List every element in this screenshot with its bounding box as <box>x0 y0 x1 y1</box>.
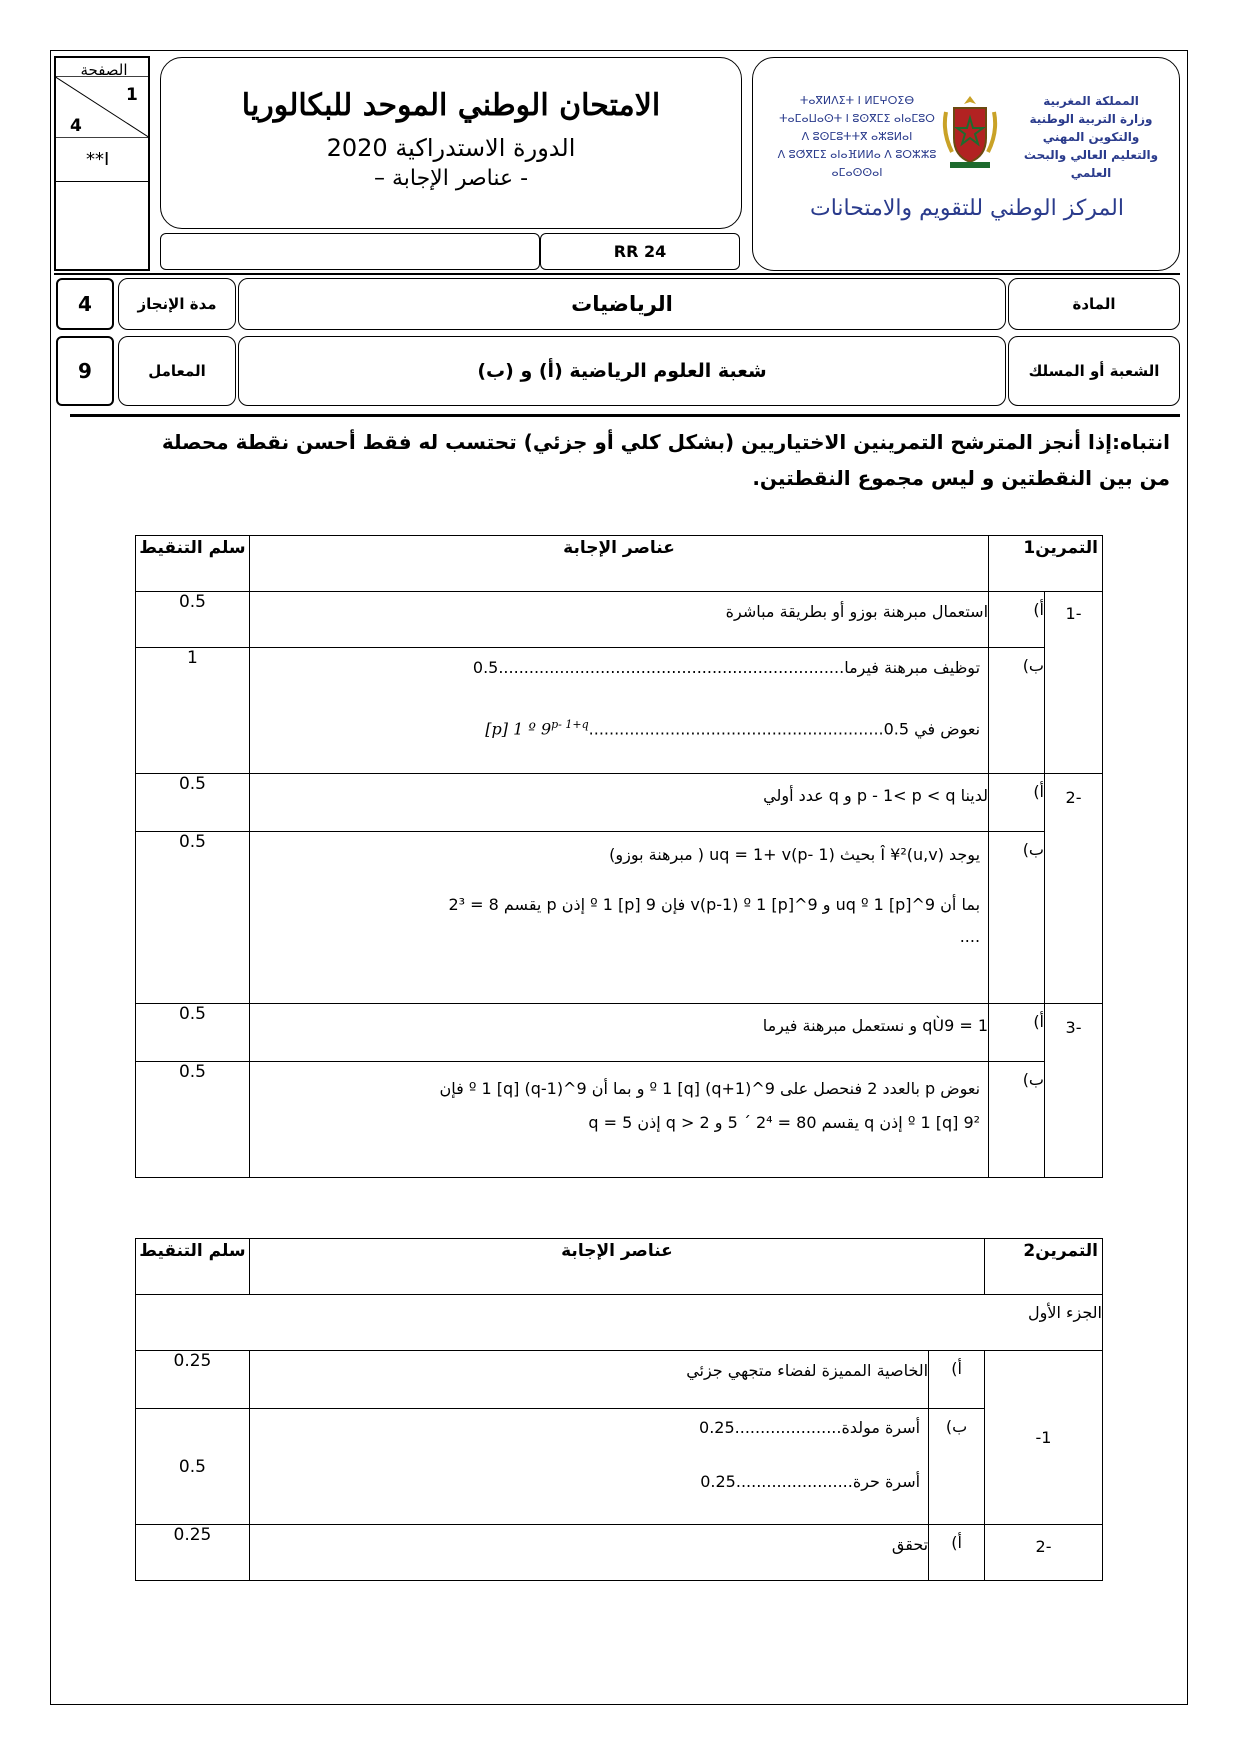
ministry-line-4: والتعليم العالي والبحث العلمي <box>1023 148 1159 180</box>
info-rule-bottom <box>70 414 1180 417</box>
ex2-q1b-line1: أسرة مولدة.....................0.25 <box>699 1418 921 1437</box>
page-box-divider <box>54 181 150 182</box>
subject-label: المادة <box>1072 295 1116 313</box>
q2b-cell <box>249 832 988 1004</box>
coef-value-box <box>56 336 114 406</box>
notice <box>140 424 1170 496</box>
q2b-letter: ب) <box>989 832 1045 1004</box>
q2a-points: 0.5 <box>136 774 250 832</box>
stream-box <box>238 336 1006 406</box>
coef-label: المعامل <box>148 362 206 380</box>
ex2-q1b-letter: ب) <box>929 1409 985 1525</box>
table-row <box>136 1525 1103 1581</box>
col-elements-header: عناصر الإجابة <box>249 536 988 592</box>
q3a-letter: أ) <box>989 1004 1045 1062</box>
subtitle: - عناصر الإجابة – <box>373 166 529 191</box>
col-scale-header: سلم التنقيط <box>136 536 250 592</box>
ex2-q2a-points: 0.25 <box>136 1525 250 1581</box>
subject-label-box <box>1008 278 1180 330</box>
tifinagh-line-4: ⴷ ⵓⵚⴳⵎⵉ ⴰⵏⴰⴼⵍⵍⴰ ⴷ ⵓⵔⵣⵣⵓ ⴰⵎⴰⵙⵙⴰⵏ <box>777 148 937 179</box>
stream: شعبة العلوم الرياضية (أ) و (ب) <box>477 360 767 382</box>
blank-field <box>160 233 540 270</box>
ex2-q1a-text: الخاصية المميزة لفضاء متجهي جزئي <box>249 1351 928 1409</box>
duration-label-box <box>118 278 236 330</box>
table-row <box>136 1004 1103 1062</box>
q1a-letter: أ) <box>989 592 1045 648</box>
subject: الرياضيات <box>571 292 673 316</box>
ex2-q1b-points: 0.5 <box>178 1456 206 1477</box>
exam-code: RR 24 <box>613 242 667 261</box>
stream-label-box <box>1008 336 1180 406</box>
center-name: المركز الوطني للتقويم والامتحانات <box>810 196 1124 221</box>
table-row <box>136 1239 1103 1295</box>
ex2-q1-number-cell <box>985 1351 1103 1525</box>
code-mark: **I <box>86 149 110 170</box>
q2b-line1: يوجد (u,v)Î ¥² بحيث uq = 1+ v(p- 1) ( مبرهنة بوزو) <box>609 845 981 864</box>
q1a-text: استعمال مبرهنة بوزو أو بطريقة مباشرة <box>249 592 988 648</box>
q3b-cell <box>249 1062 988 1178</box>
table-row <box>136 1062 1103 1178</box>
duration-value: 4 <box>78 292 92 316</box>
q1b-line2-text: نعوض في <box>914 719 981 739</box>
ministry-line-2: وزارة التربية الوطنية <box>1029 112 1153 126</box>
coef-label-box <box>118 336 236 406</box>
table-row <box>136 536 1103 592</box>
duration-value-box <box>56 278 114 330</box>
q2b-points: 0.5 <box>136 832 250 1004</box>
col-exercise-header: التمرين1 <box>989 536 1103 592</box>
q3b-line1: نعوض p بالعدد 2 فنحصل على 9^(q+1) º 1 [q] و بما أن 9^(q-1) º 1 [q] فإن <box>439 1079 981 1098</box>
q3-number: -3 <box>1045 1004 1103 1178</box>
duration-label: مدة الإنجاز <box>137 295 217 313</box>
q1b-line2-math: [p] 1 º 9 <box>485 719 552 739</box>
table-row <box>136 648 1103 774</box>
ex2-q1a-points: 0.25 <box>136 1351 250 1409</box>
table-row <box>136 1409 1103 1525</box>
ex2-q1b-points-cell <box>136 1409 250 1525</box>
q1b-line2-exponent: p- 1+q <box>551 718 589 731</box>
q2-number: -2 <box>1045 774 1103 1004</box>
exam-title: الامتحان الوطني الموحد للبكالوريا <box>241 88 661 123</box>
q2a-letter: أ) <box>989 774 1045 832</box>
q3b-line2: 9² º 1 [q] إذن q يقسم 80 = 2⁴ ´ 5 و q > 2 إذن q = 5 <box>588 1113 981 1132</box>
ex2-q2-number: -2 <box>985 1525 1103 1581</box>
part-1-label: الجزء الأول <box>136 1295 1103 1351</box>
q1b-cell <box>249 648 988 774</box>
table-row <box>136 832 1103 1004</box>
tifinagh-line-2: ⵜⴰⵎⴰⵡⴰⵙⵜ ⵏ ⵓⵙⴳⵎⵉ ⴰⵏⴰⵎⵓⵔ <box>779 112 935 125</box>
col-exercise-header: التمرين2 <box>985 1239 1103 1295</box>
tifinagh-line-1: ⵜⴰⴳⵍⴷⵉⵜ ⵏ ⵍⵎⵖⵔⵉⴱ <box>799 94 915 107</box>
col-elements-header: عناصر الإجابة <box>249 1239 984 1295</box>
ex2-q2a-letter: أ) <box>929 1525 985 1581</box>
q1-number: -1 <box>1045 592 1103 774</box>
table-row <box>136 592 1103 648</box>
info-rule-top <box>54 273 1180 275</box>
page-current: 1 <box>126 85 138 105</box>
q1b-line2: نعوض في [p] 1 º $9^{p- 1+q}..........................................................0.5$ <box>485 718 981 739</box>
stream-label: الشعبة أو المسلك <box>1028 362 1160 380</box>
exam-code-box <box>540 233 740 270</box>
coat-of-arms-icon <box>940 92 1000 172</box>
q2b-line3: .... <box>959 927 981 946</box>
q2b-line2: بما أن 9^uq º 1 [p] و 9^v(p-1) º 1 [p] فإن 9 º 1 [p] إذن p يقسم 8 = 2³ <box>448 895 981 914</box>
q3a-points: 0.5 <box>136 1004 250 1062</box>
notice-line-2: من بين النقطتين و ليس مجموع النقطتين. <box>752 466 1170 490</box>
q3b-letter: ب) <box>989 1062 1045 1178</box>
notice-line-1: انتباه:إذا أنجز المترشح التمرينين الاختياريين (بشكل كلي أو جزئي) تحتسب له فقط أحسن نقطة محصلة <box>161 430 1170 454</box>
page-total: 4 <box>70 116 82 136</box>
subject-box <box>238 278 1006 330</box>
page-label: الصفحة <box>80 61 128 79</box>
q3b-points: 0.5 <box>136 1062 250 1178</box>
table-row <box>136 1295 1103 1351</box>
exercise-2-table <box>135 1238 1103 1581</box>
table-row <box>136 1351 1103 1409</box>
q1b-points: 1 <box>136 648 250 774</box>
coef-value: 9 <box>78 359 92 383</box>
q1b-letter: ب) <box>989 648 1045 774</box>
col-scale-header: سلم التنقيط <box>136 1239 250 1295</box>
ex2-q1b-cell <box>249 1409 928 1525</box>
q1b-line1-text: توظيف مبرهنة فيرما <box>844 658 981 677</box>
ministry-arabic <box>1008 92 1174 182</box>
tifinagh-line-3: ⴷ ⵓⵙⵎⵓⵜⵜⴳ ⴰⵣⵓⵍⴰⵏ <box>801 130 913 143</box>
q1b-line1: توظيف مبرهنة فيرما....................................................................0.5 <box>472 658 981 677</box>
ministry-line-3: والتكوين المهني <box>1042 130 1140 144</box>
session: الدورة الاستدراكية 2020 <box>326 134 576 162</box>
ministry-tifinagh <box>772 92 942 182</box>
q3a-text: qÙ9 = 1 و نستعمل مبرهنة فيرما <box>249 1004 988 1062</box>
ministry-line-1: المملكة المغربية <box>1043 94 1139 108</box>
ex2-q1a-letter: أ) <box>929 1351 985 1409</box>
ex2-q2a-text: تحقق <box>249 1525 928 1581</box>
exercise-1-table <box>135 535 1103 1178</box>
q1a-points: 0.5 <box>136 592 250 648</box>
ex2-q1-number: -1 <box>1035 1428 1052 1447</box>
ex2-q1b-line2: أسرة حرة.......................0.25 <box>700 1472 921 1491</box>
q1b-line1-points: 0.5 <box>472 658 499 677</box>
q2a-text: لدينا p - 1< p < q و q عدد أولي <box>249 774 988 832</box>
q1b-line2-points: 0.5 <box>883 719 910 739</box>
table-row <box>136 774 1103 832</box>
